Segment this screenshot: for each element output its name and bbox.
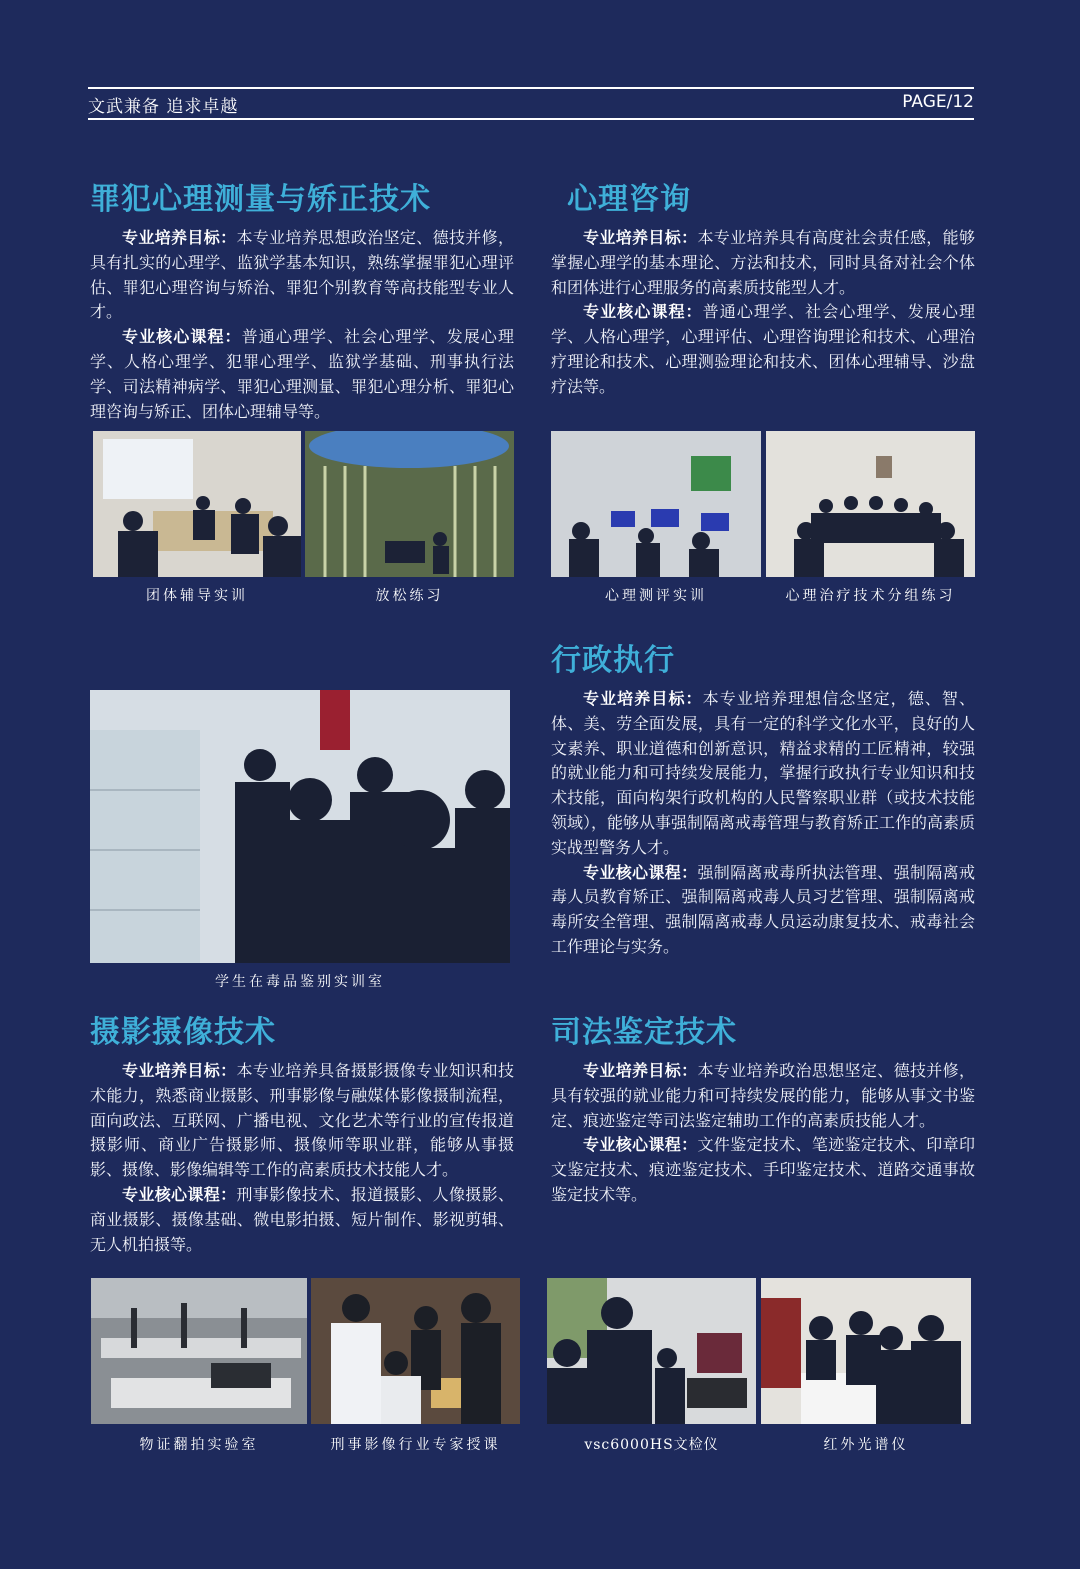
training-goal (551, 226, 975, 300)
caption-criminal-imaging-expert-lecture: 刑事影像行业专家授课 (330, 1437, 501, 1453)
photo-infrared-spectrometer (761, 1278, 971, 1424)
training-goal (90, 1059, 514, 1183)
course-label: 专业核心课程： (122, 327, 242, 347)
header-motto: 文武兼备 追求卓越 (88, 97, 239, 117)
section-title: 罪犯心理测量与矫正技术 (90, 182, 431, 217)
goal-text: 本专业培养具有高度社会责任感，能够掌握心理学的基本理论、方法和技术，同时具备对社会个体和团体进行心理服务的高素质技能型人才。 (551, 228, 975, 297)
core-courses (551, 300, 975, 399)
caption-group-counseling: 团体辅导实训 (146, 588, 248, 604)
caption-relaxation: 放松练习 (375, 588, 444, 604)
section-forensic-identification (551, 1015, 975, 1208)
photo-criminal-imaging-expert-lecture (311, 1278, 520, 1424)
section-title: 心理咨询 (567, 182, 691, 217)
goal-text: 本专业培养思想政治坚定、德技并修，具有扎实的心理学、监狱学基本知识，熟练掌握罪犯心理评估、罪犯心理咨询与矫治、罪犯个别教育等高技能型专业人才。 (90, 228, 514, 322)
course-text: 强制隔离戒毒所执法管理、强制隔离戒毒人员教育矫正、强制隔离戒毒人员习艺管理、强制隔离戒毒所安全管理、强制隔离戒毒人员运动康复技术、戒毒社会工作理论与实务。 (551, 862, 975, 956)
photo-drug-identification-lab (90, 690, 510, 963)
goal-label: 专业培养目标： (583, 1061, 698, 1080)
goal-label: 专业培养目标： (122, 1061, 237, 1080)
goal-text: 本专业培养具备摄影摄像专业知识和技术能力，熟悉商业摄影、刑事影像与融媒体影像摄制流程，面向政法、互联网、广播电视、文化艺术等行业的宣传报道摄影师、商业广告摄影师、摄像师等职业群，能够从事摄影、摄像、影像编辑等工作的高素质技术技能人才。 (90, 1061, 514, 1180)
section-photography (90, 1015, 514, 1257)
photo-therapy-group-practice (766, 431, 975, 577)
caption-therapy-group-practice: 心理治疗技术分组练习 (785, 588, 956, 604)
course-text: 普通心理学、社会心理学、发展心理学、人格心理学、犯罪心理学、监狱学基础、刑事执行法学、司法精神病学、罪犯心理测量、罪犯心理分析、罪犯心理咨询与矫正、团体心理辅导等。 (90, 327, 514, 421)
training-goal (90, 226, 514, 325)
section-title: 行政执行 (551, 643, 675, 678)
core-courses (90, 325, 514, 424)
section-criminal-psychology (90, 182, 514, 424)
course-text: 文件鉴定技术、笔迹鉴定技术、印章印文鉴定技术、痕迹鉴定技术、手印鉴定技术、道路交通事故鉴定技术等。 (551, 1135, 975, 1204)
photo-psych-assessment (551, 431, 761, 577)
core-courses (551, 1133, 975, 1207)
core-courses (90, 1183, 514, 1257)
header-top-rule (88, 87, 974, 89)
course-label: 专业核心课程： (583, 862, 698, 882)
training-goal (551, 1059, 975, 1133)
caption-drug-identification-lab: 学生在毒品鉴别实训室 (215, 974, 385, 990)
goal-label: 专业培养目标： (583, 689, 703, 708)
training-goal (551, 687, 975, 861)
caption-evidence-reproduction-lab: 物证翻拍实验室 (139, 1437, 259, 1453)
course-label: 专业核心课程： (583, 1135, 698, 1155)
photo-evidence-reproduction-lab (91, 1278, 307, 1424)
section-psychological-counseling (551, 182, 975, 400)
section-administrative-enforcement (551, 643, 975, 960)
goal-text: 本专业培养政治思想坚定、德技并修，具有较强的就业能力和可持续发展的能力，能够从事文书鉴定、痕迹鉴定等司法鉴定辅助工作的高素质技能人才。 (551, 1061, 975, 1130)
caption-vsc6000hs-document-examiner: vsc6000HS文检仪 (584, 1437, 719, 1453)
photo-relaxation (305, 431, 514, 577)
course-label: 专业核心课程： (122, 1184, 237, 1204)
goal-text: 本专业培养理想信念坚定，德、智、体、美、劳全面发展，具有一定的科学文化水平，良好的人文素养、职业道德和创新意识，精益求精的工匠精神，较强的就业能力和可持续发展能力，掌握行政执行专业知识和技术技能，面向构架行政机构的人民警察职业群（或技术技能领域），能够从事强制隔离戒毒管理与教育矫正工作的高素质实战型警务人才。 (551, 689, 976, 857)
course-text: 刑事影像技术、报道摄影、人像摄影、商业摄影、摄像基础、微电影拍摄、短片制作、影视剪辑、无人机拍摄等。 (90, 1184, 514, 1254)
photo-vsc6000hs-document-examiner (547, 1278, 756, 1424)
goal-label: 专业培养目标： (122, 228, 237, 247)
course-label: 专业核心课程： (583, 302, 703, 322)
core-courses (551, 861, 975, 960)
goal-label: 专业培养目标： (583, 228, 698, 247)
photo-group-counseling (93, 431, 301, 577)
caption-psych-assessment: 心理测评实训 (605, 588, 707, 604)
header-bottom-rule (88, 118, 974, 120)
caption-infrared-spectrometer: 红外光谱仪 (823, 1437, 909, 1453)
page-number: PAGE/12 (902, 92, 974, 112)
section-title: 司法鉴定技术 (551, 1015, 737, 1050)
course-text: 普通心理学、社会心理学、发展心理学、人格心理学，心理评估、心理咨询理论和技术、心理治疗理论和技术、心理测验理论和技术、团体心理辅导、沙盘疗法等。 (551, 302, 975, 396)
section-title: 摄影摄像技术 (90, 1015, 276, 1050)
